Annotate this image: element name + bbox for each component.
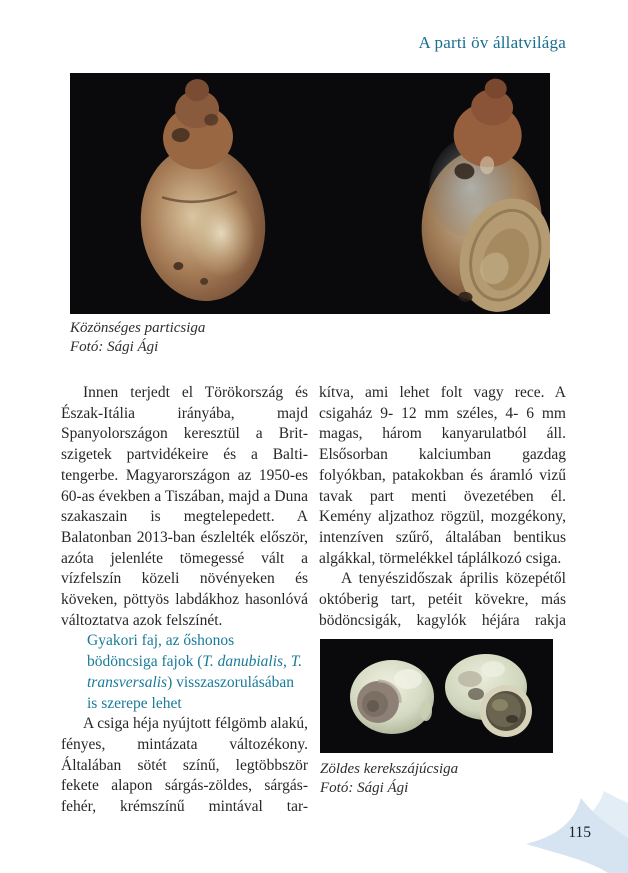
snail-photo-small [320, 639, 553, 753]
paragraph: kítva, ami lehet folt vagy rece. A csigaház 9- 12 mm széles, 4- 6 mm magas, három kanyarulatból áll. Elsősorban kalciumban gazdag folyókban, patakokban és áramló vizű tavak part menti övezetében él. Kemény aljzathoz rögzül, mozgékony, intenzíven szűrő, általában bentikus algákkal, törmelékkel táplálkozó csiga. [319, 384, 566, 567]
figure-caption [70, 319, 205, 356]
figure-caption [320, 760, 458, 797]
page-header-title: A parti öv állatvilága [418, 33, 566, 52]
figure-caption-credit: Fotó: Sági Ági [320, 779, 409, 796]
figure-caption-title: Közönséges particsiga [70, 320, 206, 336]
snail-photo-large [70, 73, 550, 314]
figure-caption-credit: Fotó: Sági Ági [70, 338, 159, 355]
callout-text: Gyakori faj, az őshonos bödöncsiga fajok ( [87, 632, 235, 671]
page-number: 115 [568, 824, 591, 841]
snail-shells-green-illustration [320, 639, 553, 753]
body-column-right [319, 383, 566, 631]
paragraph: Innen terjedt el Törökország és Észak-Itália irányába, majd Spanyolországon keresztül a Brit-szigetek partvidékeire és a Balti-tengerbe. Magyarországon az 1950-es 60-as években a Tiszában, majd a Duna szakaszain is megtelepedett. A Balatonban 2013-ban észlelték először, azóta jelenléte tömegessé vált a vízfelszín közeli növényeken és köveken, pöttyös labdákhoz hasonlóvá változtatva azok felszínét. [61, 384, 308, 629]
callout-highlight [61, 631, 308, 714]
callout-text: ) visszaszorulásában is szerepe lehet [87, 673, 295, 712]
paragraph: A csiga héja nyújtott félgömb alakú, fényes, mintázata változékony. Általában sötét színű, legtöbbször fekete alapon sárgás-zöldes, sárgás-fehér, krémszínű mintával tar- [61, 715, 308, 816]
paragraph: A tenyészidőszak április közepétől októberig tart, petéit kövekre, más bödöncsigák, kagylók héjára rakja [319, 570, 566, 629]
figure-caption-title: Zöldes kerekszájúcsiga [320, 761, 459, 777]
body-column-left [61, 383, 308, 818]
species-name-italic: T. danubialis, T. transversalis [87, 653, 303, 691]
snail-shells-brown-illustration [70, 73, 550, 314]
